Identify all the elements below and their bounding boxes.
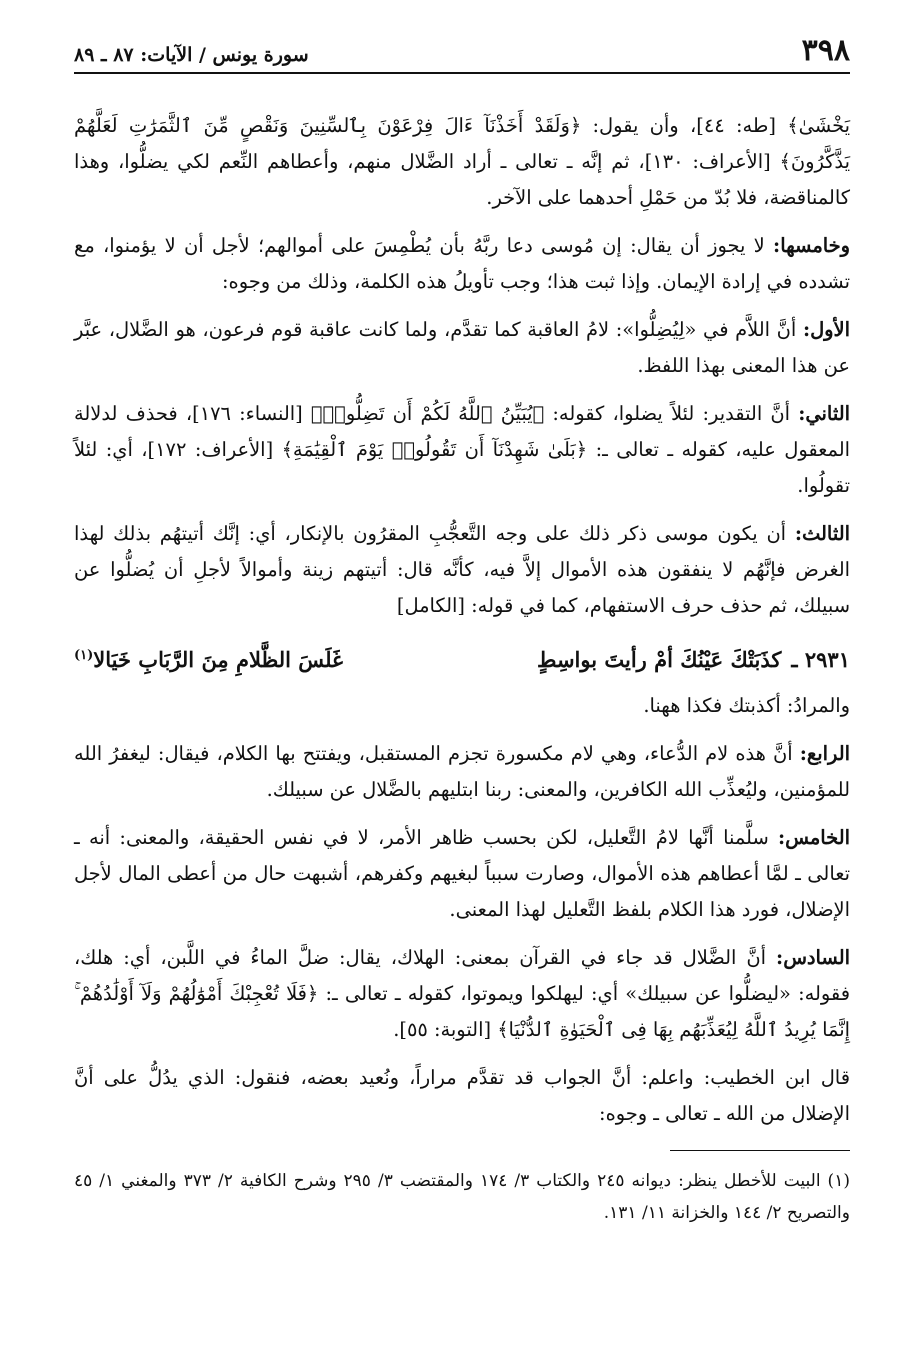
paragraph-3 — [74, 312, 850, 384]
paragraph-lead: وخامسها: — [773, 234, 850, 257]
verse-hemistich-2 — [74, 636, 428, 680]
page-body — [74, 108, 850, 1132]
paragraph-lead: الثالث: — [794, 522, 850, 545]
running-title: سورة يونس / الآيات: ٨٧ ـ ٨٩ — [74, 44, 309, 66]
paragraph-lead: الرابع: — [799, 742, 850, 765]
paragraph-5 — [74, 516, 850, 624]
paragraph-lead: الخامس: — [778, 826, 850, 849]
paragraph-8 — [74, 820, 850, 928]
paragraph-lead: السادس: — [776, 946, 850, 969]
paragraph-7 — [74, 736, 850, 808]
paragraph-text: أنَّ التقدير: لئلاً يضلوا، كقوله: ﴿يُبَيِّنُ ٱللَّهُ لَكُمْ أَن تَضِلُّوا۟﴾ [النساء: ١٧٦]، فحذف لدلالة المعقول عليه، كقوله ـ تعالى ـ: ﴿بَلَىٰ شَهِدْنَآ أَن تَقُولُوا۟ يَوْمَ ٱلْقِيَٰمَةِ﴾ [الأعراف: ١٧٢]، أي: لئلاً تقولُوا. — [74, 402, 851, 497]
paragraph-9 — [74, 940, 850, 1048]
paragraph-text: أنَّ هذه لام الدُّعاء، وهي لام مكسورة تجزم المستقبل، ويفتتح بها الكلام، فيقال: ليغفرُ الله للمؤمنين، وليُعذِّب الله الكافرين، والمعنى: ربنا ابتليهم بالضَّلال عن سبيلك. — [74, 742, 850, 801]
paragraph-text: لا يجوز أن يقال: إن مُوسى دعا ربَّهُ بأن يُطْمِسَ على أموالهم؛ لأجل أن لا يؤمنوا، مع تشدده في إرادة الإيمان. وإذا ثبت هذا؛ وجب تأويلُ هذه الكلمة، وذلك من وجوه: — [74, 234, 850, 293]
footnote-1: (١) البيت للأخطل ينظر: ديوانه ٢٤٥ والكتاب ٣/ ١٧٤ والمقتضب ٣/ ٢٩٥ وشرح الكافية ٢/ ٣٧٣ والمغني ١/ ٤٥ والتصريح ٢/ ١٤٤ والخزانة ١١/ ١٣١. — [74, 1171, 850, 1223]
paragraph-text: أن يكون موسى ذكر ذلك على وجه التَّعجُّبِ المقرُون بالإنكار، أي: إنَّك أتيتهُم بذلك لهذا الغرض فإنَّهُم لا ينفقون هذه الأموال إلاَّ فيه، كأنَّه قال: أتيتهم زينة وأموالاً لأجلِ أن يُضلُّوا عن سبيلك، ثم حذف حرف الاستفهام، كما في قوله: [الكامل] — [74, 522, 850, 617]
paragraph-text: أنَّ اللاَّم في «لِيُضِلُّوا»: لامُ العاقبة كما تقدَّم، ولما كانت عاقبة قوم فرعون، هو الضَّلال، عبَّر عن هذا المعنى بهذا اللفظ. — [74, 318, 850, 377]
footnotes — [74, 1165, 850, 1229]
paragraph-6: والمرادُ: أكذبتك فكذا ههنا. — [643, 694, 850, 717]
paragraph-1: يَخْشَىٰ﴾ [طه: ٤٤]، وأن يقول: ﴿وَلَقَدْ أَخَذْنَآ ءَالَ فِرْعَوْنَ بِٱلسِّنِينَ وَنَقْصٍ مِّنَ ٱلثَّمَرَٰتِ لَعَلَّهُمْ يَذَّكَّرُونَ﴾ [الأعراف: ١٣٠]، ثم إنَّه ـ تعالى ـ أراد الضَّلال منهم، وأعطاهم النِّعم لكي يضلُّوا، وهذا كالمناقضة، فلا بُدّ من حَمْلِ أحدهما على الآخر. — [74, 114, 850, 209]
paragraph-text: أنَّ الضَّلال قد جاء في القرآن بمعنى: الهلاك، يقال: ضلَّ الماءُ في اللَّبن، أي: هلك، فقوله: «ليضلُّوا عن سبيلك» أي: ليهلكوا ويموتوا، كقوله ـ تعالى ـ: ﴿فَلَا تُعْجِبْكَ أَمْوَٰلُهُمْ وَلَآ أَوْلَٰدُهُمْ ۚ إِنَّمَا يُرِيدُ ٱللَّهُ لِيُعَذِّبَهُم بِهَا فِى ٱلْحَيَوٰةِ ٱلدُّنْيَا﴾ [التوبة: ٥٥]. — [74, 946, 850, 1041]
verse-number: ٢٩٣١ ـ — [791, 647, 850, 672]
paragraph-text: سلَّمنا أنَّها لامُ التَّعليل، لكن بحسب ظاهر الأمر، لا في نفس الحقيقة، والمعنى: أنه ـ تعالى ـ لمَّا أعطاهم هذه الأموال، وصارت سبباً لبغيهم وكفرهم، أشبهت حال من أعطى المال لأجل الإضلال، فورد هذا الكلام بلفظ التَّعليل لهذا المعنى. — [74, 826, 850, 921]
paragraph-lead: الثاني: — [798, 402, 850, 425]
paragraph-lead: الأول: — [802, 318, 850, 341]
verse-hemistich-1: كذَبَتْكَ عَيْنُكَ أمْ رأيتَ بواسِطٍ — [537, 647, 782, 672]
footnote-divider — [670, 1150, 850, 1151]
footnote-reference[interactable]: (١) — [74, 648, 94, 663]
page-header — [74, 33, 850, 74]
paragraph-2 — [74, 228, 850, 300]
paragraph-4 — [74, 396, 850, 504]
poetry-verse — [74, 636, 850, 680]
paragraph-10: قال ابن الخطيب: واعلم: أنَّ الجواب قد تقدَّم مراراً، ونُعيد بعضه، فنقول: الذي يدُلُّ على أنَّ الإضلال من الله ـ تعالى ـ وجوه: — [74, 1066, 850, 1125]
page-number: ٣٩٨ — [801, 33, 850, 68]
verse-hemistich-2-text: غَلَسَ الظَّلامِ مِنَ الرَّبَابِ خَيَالا — [93, 647, 343, 672]
